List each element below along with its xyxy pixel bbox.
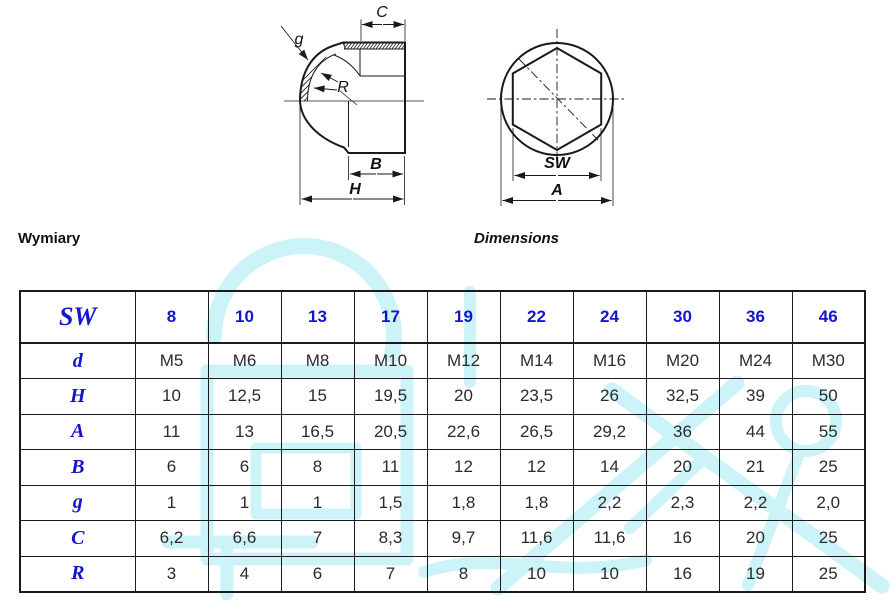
- data-cell: 7: [354, 556, 427, 592]
- data-cell: 19: [719, 556, 792, 592]
- row-label-h: H: [20, 379, 135, 415]
- table-row: [20, 379, 865, 415]
- data-cell: 1: [208, 485, 281, 521]
- data-cell: 26,5: [500, 414, 573, 450]
- title-dimensions: Dimensions: [474, 230, 560, 247]
- data-cell: 12: [427, 450, 500, 486]
- dim-label-h: H: [349, 181, 361, 198]
- table-wrapper: [19, 290, 866, 593]
- data-cell: 10: [573, 556, 646, 592]
- data-cell: 36: [646, 414, 719, 450]
- data-cell: 11: [135, 414, 208, 450]
- row-label-g: g: [20, 485, 135, 521]
- table-row: [20, 521, 865, 557]
- dim-label-g: g: [294, 31, 304, 48]
- header-cell: 24: [573, 291, 646, 343]
- data-cell: 14: [573, 450, 646, 486]
- data-cell: 25: [792, 556, 865, 592]
- row-label-a: A: [20, 414, 135, 450]
- row-label-r: R: [20, 556, 135, 592]
- data-cell: 7: [281, 521, 354, 557]
- data-cell: 6,6: [208, 521, 281, 557]
- dim-label-a: A: [551, 182, 563, 199]
- table-row: [20, 450, 865, 486]
- data-cell: M30: [792, 343, 865, 379]
- data-cell: 6: [208, 450, 281, 486]
- data-cell: 20: [719, 521, 792, 557]
- data-cell: M16: [573, 343, 646, 379]
- data-cell: 20: [646, 450, 719, 486]
- data-cell: 1,8: [427, 485, 500, 521]
- data-cell: 12,5: [208, 379, 281, 415]
- data-cell: 22,6: [427, 414, 500, 450]
- data-cell: 4: [208, 556, 281, 592]
- row-label-c: C: [20, 521, 135, 557]
- header-cell: 19: [427, 291, 500, 343]
- data-cell: 2,2: [573, 485, 646, 521]
- data-cell: 11,6: [500, 521, 573, 557]
- side-view-drawing: [268, 20, 424, 206]
- front-view-drawing: [487, 29, 627, 206]
- data-cell: 1,8: [500, 485, 573, 521]
- row-label-d: d: [20, 343, 135, 379]
- data-cell: 15: [281, 379, 354, 415]
- header-cell: 30: [646, 291, 719, 343]
- data-cell: 11,6: [573, 521, 646, 557]
- data-cell: 25: [792, 521, 865, 557]
- dim-label-c: C: [376, 4, 388, 21]
- data-cell: 39: [719, 379, 792, 415]
- data-cell: M24: [719, 343, 792, 379]
- data-cell: M14: [500, 343, 573, 379]
- data-cell: M10: [354, 343, 427, 379]
- data-cell: 8: [281, 450, 354, 486]
- row-label-b: B: [20, 450, 135, 486]
- data-cell: 26: [573, 379, 646, 415]
- header-cell: 46: [792, 291, 865, 343]
- data-cell: 2,3: [646, 485, 719, 521]
- data-cell: 6: [281, 556, 354, 592]
- table-row: [20, 414, 865, 450]
- data-cell: 32,5: [646, 379, 719, 415]
- table-header-row: [20, 291, 865, 343]
- data-cell: 19,5: [354, 379, 427, 415]
- table-row: [20, 343, 865, 379]
- data-cell: 10: [135, 379, 208, 415]
- data-cell: 16: [646, 521, 719, 557]
- data-cell: 44: [719, 414, 792, 450]
- data-cell: 8: [427, 556, 500, 592]
- row-label-sw: SW: [20, 291, 135, 343]
- data-cell: 55: [792, 414, 865, 450]
- data-cell: 20: [427, 379, 500, 415]
- header-cell: 22: [500, 291, 573, 343]
- data-cell: 2,2: [719, 485, 792, 521]
- data-cell: 2,0: [792, 485, 865, 521]
- data-cell: M8: [281, 343, 354, 379]
- data-cell: 16: [646, 556, 719, 592]
- technical-drawings: [0, 0, 895, 215]
- header-cell: 8: [135, 291, 208, 343]
- table-row: [20, 556, 865, 592]
- data-cell: 20,5: [354, 414, 427, 450]
- data-cell: 1,5: [354, 485, 427, 521]
- header-cell: 36: [719, 291, 792, 343]
- data-cell: 12: [500, 450, 573, 486]
- data-cell: 3: [135, 556, 208, 592]
- data-cell: 8,3: [354, 521, 427, 557]
- table-row: [20, 485, 865, 521]
- data-cell: M5: [135, 343, 208, 379]
- data-cell: 1: [281, 485, 354, 521]
- dim-label-sw: SW: [544, 155, 570, 172]
- data-cell: M20: [646, 343, 719, 379]
- header-cell: 17: [354, 291, 427, 343]
- dimensions-table: [19, 290, 866, 593]
- data-cell: 1: [135, 485, 208, 521]
- data-cell: M6: [208, 343, 281, 379]
- title-wymiary: Wymiary: [18, 230, 81, 247]
- dim-label-r: R: [337, 79, 349, 96]
- data-cell: 9,7: [427, 521, 500, 557]
- dim-label-b: B: [370, 156, 382, 173]
- data-cell: 23,5: [500, 379, 573, 415]
- data-cell: 29,2: [573, 414, 646, 450]
- data-cell: 10: [500, 556, 573, 592]
- data-cell: 6,2: [135, 521, 208, 557]
- data-cell: M12: [427, 343, 500, 379]
- data-cell: 11: [354, 450, 427, 486]
- header-cell: 10: [208, 291, 281, 343]
- data-cell: 50: [792, 379, 865, 415]
- data-cell: 6: [135, 450, 208, 486]
- data-cell: 16,5: [281, 414, 354, 450]
- data-cell: 13: [208, 414, 281, 450]
- data-cell: 21: [719, 450, 792, 486]
- data-cell: 25: [792, 450, 865, 486]
- header-cell: 13: [281, 291, 354, 343]
